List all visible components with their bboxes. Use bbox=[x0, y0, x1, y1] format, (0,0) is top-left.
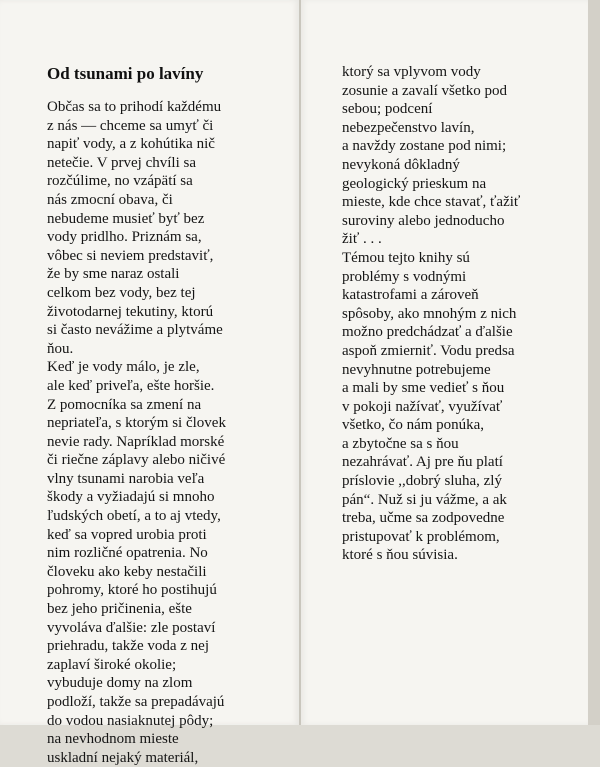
text-line: treba, učme sa zodpovedne bbox=[342, 510, 505, 527]
text-line: ľudských obetí, a to aj vtedy, bbox=[47, 508, 221, 525]
text-line: žiť . . . bbox=[342, 231, 382, 248]
text-line: suroviny alebo jednoducho bbox=[342, 212, 505, 229]
text-line: sebou; podcení bbox=[342, 101, 433, 118]
text-line: geologický prieskum na bbox=[342, 175, 487, 192]
text-line: nim rozličné opatrenia. No bbox=[47, 545, 208, 562]
right-text-column bbox=[342, 63, 520, 565]
text-line: či riečne záplavy alebo ničivé bbox=[47, 452, 226, 469]
text-line: a mali by sme vedieť s ňou bbox=[342, 380, 505, 397]
text-line: ale keď priveľa, ešte horšie. bbox=[47, 377, 215, 394]
text-line: keď sa vopred urobia proti bbox=[47, 526, 207, 543]
text-line: z nás — chceme sa umyť či bbox=[47, 117, 214, 134]
text-line: človeku ako keby nestačili bbox=[47, 563, 207, 580]
text-line: vyvoláva ďalšie: zle postaví bbox=[47, 619, 216, 636]
text-line: aspoň zmierniť. Vodu predsa bbox=[342, 342, 515, 359]
text-line: Témou tejto knihy sú bbox=[342, 249, 470, 266]
text-line: problémy s vodnými bbox=[342, 268, 467, 285]
page-edge bbox=[588, 0, 600, 725]
text-line: nevie rady. Napríklad morské bbox=[47, 433, 225, 450]
text-line: celkom bez vody, bez tej bbox=[47, 284, 196, 301]
text-line: pohromy, ktoré ho postihujú bbox=[47, 582, 217, 599]
text-line: nebudeme musieť byť bez bbox=[47, 210, 205, 227]
text-line: si často nevážime a plytváme bbox=[47, 322, 223, 339]
text-line: spôsoby, ako mnohým z nich bbox=[342, 305, 517, 322]
text-line: priehradu, takže voda z nej bbox=[47, 638, 210, 655]
text-line: životodarnej tekutiny, ktorú bbox=[47, 303, 214, 320]
text-line: nevyhnutne potrebujeme bbox=[342, 361, 491, 378]
text-line: netečie. V prvej chvíli sa bbox=[47, 154, 196, 171]
text-line: rozčúlime, no vzápätí sa bbox=[47, 173, 193, 190]
text-line: Z pomocníka sa zmení na bbox=[47, 396, 202, 413]
text-line: zaplaví široké okolie; bbox=[47, 656, 177, 673]
text-line: Občas sa to prihodí každému bbox=[47, 99, 222, 115]
text-line: škody a vyžiadajú si mnoho bbox=[47, 489, 215, 506]
text-line: bez jeho pričinenia, ešte bbox=[47, 601, 192, 618]
text-line: vybuduje domy na zlom bbox=[47, 675, 193, 692]
text-line: vlny tsunami narobia veľa bbox=[47, 470, 205, 487]
text-line: nás zmocní obava, či bbox=[47, 191, 173, 208]
text-line: ktoré s ňou súvisia. bbox=[342, 547, 458, 564]
text-line: uskladní nejaký materiál, bbox=[47, 749, 199, 766]
text-line: ktorý sa vplyvom vody bbox=[342, 64, 481, 80]
text-line: vody pridlho. Priznám sa, bbox=[47, 229, 202, 246]
text-line: príslovie ,,dobrý sluha, zlý bbox=[342, 473, 502, 490]
text-line: do vodou nasiaknutej pôdy; bbox=[47, 712, 214, 729]
text-line: a navždy zostane pod nimi; bbox=[342, 138, 507, 155]
text-line: katastrofami a zároveň bbox=[342, 287, 479, 304]
text-line: a zbytočne sa s ňou bbox=[342, 435, 459, 452]
text-line: vôbec si neviem predstaviť, bbox=[47, 247, 214, 264]
left-text-column bbox=[47, 98, 226, 767]
chapter-title: Od tsunami po lavíny bbox=[47, 64, 204, 83]
text-line: mieste, kde chce stavať, ťažiť bbox=[342, 194, 521, 211]
text-line: zosunie a zavalí všetko pod bbox=[342, 82, 507, 99]
text-line: pristupovať k problémom, bbox=[342, 528, 500, 545]
text-line: ňou. bbox=[47, 340, 74, 357]
text-line: nepriateľa, s ktorým si človek bbox=[47, 415, 226, 432]
text-line: nevykoná dôkladný bbox=[342, 156, 460, 173]
text-line: v pokoji nažívať, využívať bbox=[342, 398, 503, 415]
text-line: že by sme naraz ostali bbox=[47, 266, 180, 283]
text-line: nezahrávať. Aj pre ňu platí bbox=[342, 454, 503, 471]
text-line: podloží, takže sa prepadávajú bbox=[47, 694, 225, 710]
text-line: všetko, čo nám ponúka, bbox=[342, 417, 485, 434]
text-line: Keď je vody málo, je zle, bbox=[47, 359, 200, 376]
text-line: pán“. Nuž si ju vážme, a ak bbox=[342, 491, 507, 508]
text-line: nebezpečenstvo lavín, bbox=[342, 119, 475, 136]
text-line: napiť vody, a z kohútika nič bbox=[47, 136, 215, 153]
text-line: možno predchádzať a ďalšie bbox=[342, 324, 513, 341]
text-line: na nevhodnom mieste bbox=[47, 731, 179, 748]
